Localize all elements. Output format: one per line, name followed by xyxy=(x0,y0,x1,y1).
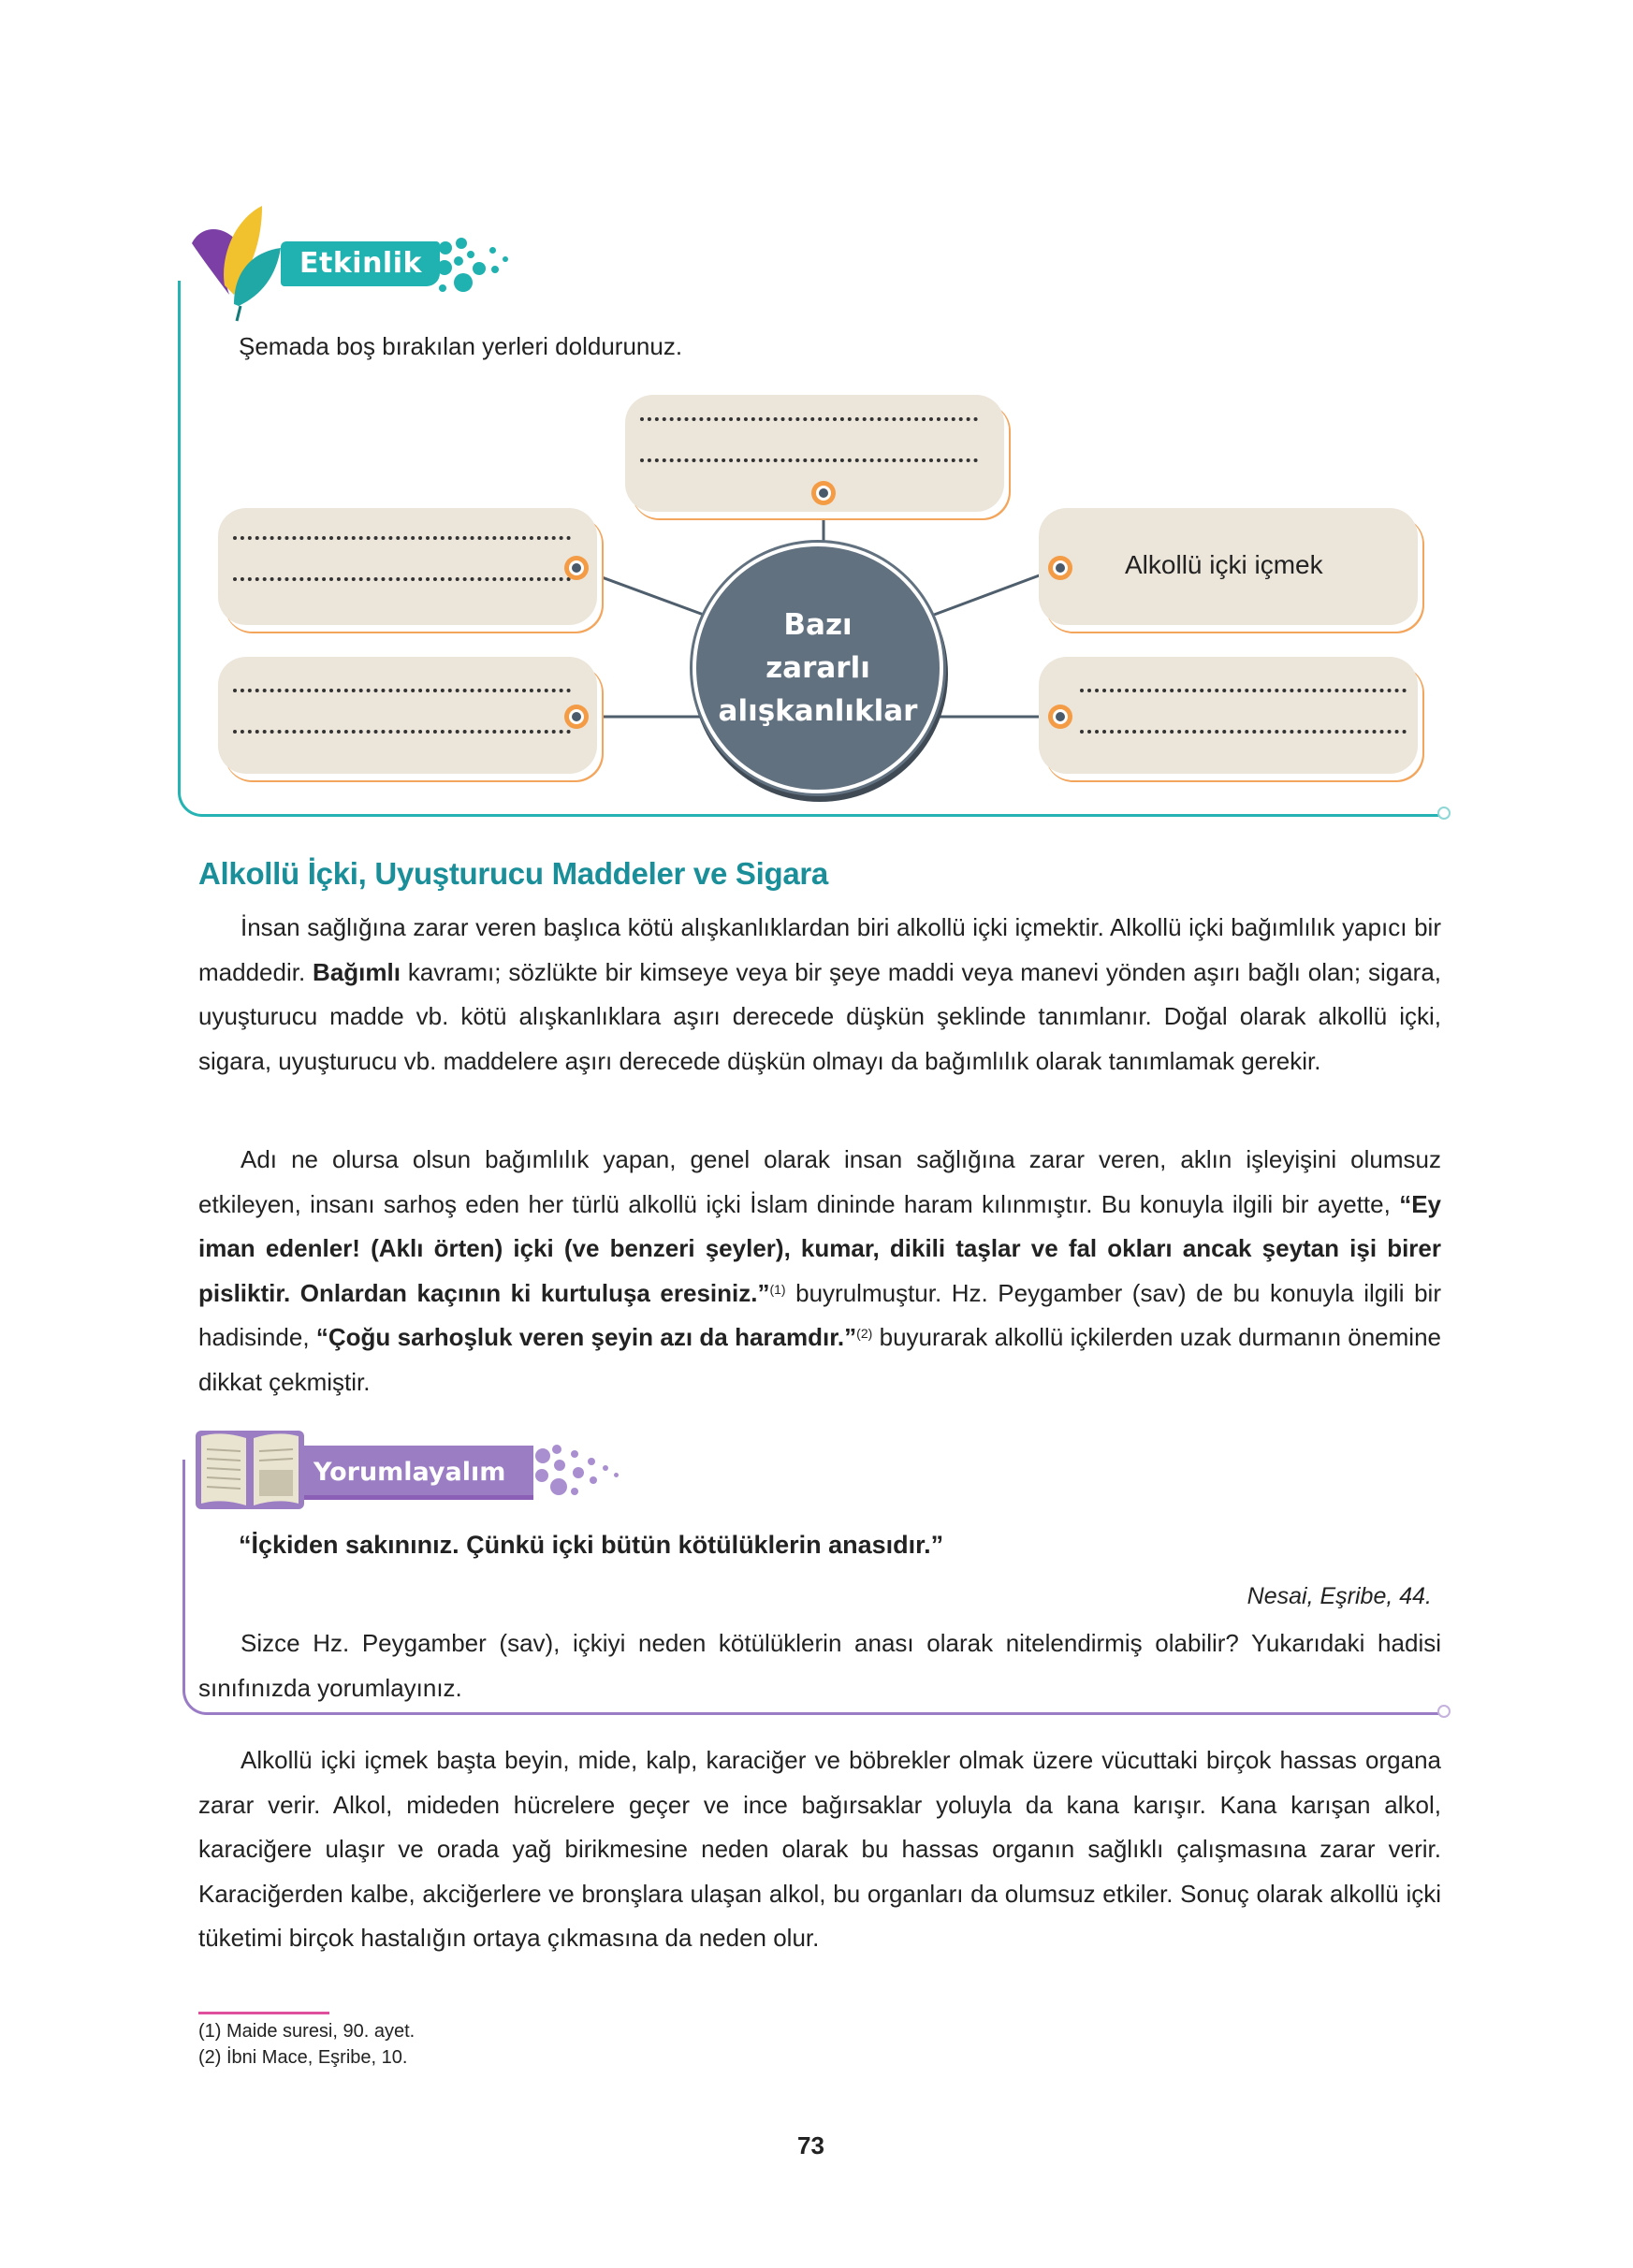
center-line-1: Bazı xyxy=(783,608,853,642)
blank-line xyxy=(233,689,571,692)
node-icon xyxy=(1048,705,1072,729)
activity-instruction: Şemada boş bırakılan yerleri doldurunuz. xyxy=(239,332,683,360)
footnote-divider xyxy=(198,2012,329,2014)
blank-line xyxy=(1080,730,1407,734)
diagram-box-top[interactable] xyxy=(625,395,1004,512)
node-icon xyxy=(564,705,589,729)
section-title: Alkollü İçki, Uyuşturucu Maddeler ve Sigara xyxy=(198,856,828,891)
diagram-box-left-lower[interactable] xyxy=(218,657,597,774)
open-book-icon xyxy=(194,1427,306,1511)
blank-line xyxy=(640,458,978,462)
filled-answer: Alkollü içki içmek xyxy=(1125,550,1323,579)
hadith-source: Nesai, Eşribe, 44. xyxy=(1247,1583,1432,1609)
decorative-dots-icon xyxy=(533,1441,664,1506)
blank-line xyxy=(233,730,571,734)
paragraph-3: Alkollü içki içmek başta beyin, mide, kalp, karaciğer ve böbrekler olmak üzere vücuttaki birçok hassas organa zarar verir. Alkol, mideden hücrelere geçer ve ince bağırsaklar yoluyla da kana karışır. Kana karışan alkol, karaciğere ulaşır ve orada yağ birikmesine neden olarak bu hassas organın sağlıklı çalışmasına zarar verir. Karaciğerden kalbe, akciğerlere ve bronşlara ulaşan alkol, bu organları da olumsuz etkiler. Sonuç olarak alkollü içki tüketimi birçok hastalığın ortaya çıkmasına da neden olur. xyxy=(198,1746,1441,1952)
interpret-question: Sizce Hz. Peygamber (sav), içkiyi neden kötülüklerin anası olarak nitelendirmiş olabilir? Yukarıdaki hadisi sınıfınızda yorumlayınız. xyxy=(198,1629,1441,1702)
page-number: 73 xyxy=(797,2131,824,2159)
blank-line xyxy=(1080,689,1407,692)
footnote-ref-1[interactable]: (1) xyxy=(769,1281,786,1297)
center-line-3: alışkanlıklar xyxy=(718,694,918,728)
paragraph-2: Adı ne olursa olsun bağımlılık yapan, genel olarak insan sağlığına zarar veren, aklın işleyişini olumsuz etkileyen, insanı sarhoş eden her türlü alkollü içki İslam dininde haram kılınmıştır. Bu konuyla ilgili bir ayette, “Ey iman edenler! (Aklı örten) içki (ve benzeri şeyler), kumar, dikili taşlar ve fal okları ancak şeytan işi birer pisliktir. Onlardan kaçının ki kurtuluşa eresiniz.”$^{(1)}$ buyrulmuştur. Hz. Peygamber (sav) de bu konuyla ilgili bir hadisinde, “Çoğu sarhoşluk veren şeyin azı da haramdır.”$^{(2)}$ buyurarak alkollü içkilerden uzak durmanın önemine dikkat çekmiştir. xyxy=(198,1145,1441,1396)
node-icon xyxy=(1048,556,1072,580)
node-icon xyxy=(564,556,589,580)
blank-line xyxy=(233,536,571,540)
diagram-box-right-upper[interactable] xyxy=(1039,508,1418,625)
node-icon xyxy=(811,481,836,505)
center-line-2: zararlı xyxy=(765,651,870,685)
footnote-1: (1) Maide suresi, 90. ayet. xyxy=(198,2021,416,2042)
diagram-center xyxy=(693,543,943,793)
diagram-box-right-lower[interactable] xyxy=(1039,657,1418,774)
footnote-2: (2) İbni Mace, Eşribe, 10. xyxy=(198,2047,408,2068)
interpret-label: Yorumlayalım xyxy=(304,1446,533,1500)
activity-label: Etkinlik xyxy=(281,241,440,286)
paragraph-1: İnsan sağlığına zarar veren başlıca kötü alışkanlıklardan biri alkollü içki içmektir. Alkollü içki bağımlılık yapıcı bir maddedir. Bağımlı kavramı; sözlükte bir kimseye veya bir şeye maddi veya manevi yönden aşırı bağlı olan; sigara, uyuşturucu madde vb. kötü alışkanlıklara aşırı derecede düşkün şeklinde tanımlanır. Doğal olarak alkollü içki, sigara, uyuşturucu vb. maddelere aşırı derecede düşkün olmayı da bağımlılık olarak tanımlamak gerekir. xyxy=(198,913,1442,1075)
footnote-ref-2[interactable]: (2) xyxy=(856,1326,873,1341)
blank-line xyxy=(640,417,978,421)
diagram-box-left-upper[interactable] xyxy=(218,508,597,625)
blank-line xyxy=(233,577,571,581)
hadith-quote: “İçkiden sakınınız. Çünkü içki bütün kötülüklerin anasıdır.” xyxy=(239,1531,944,1559)
